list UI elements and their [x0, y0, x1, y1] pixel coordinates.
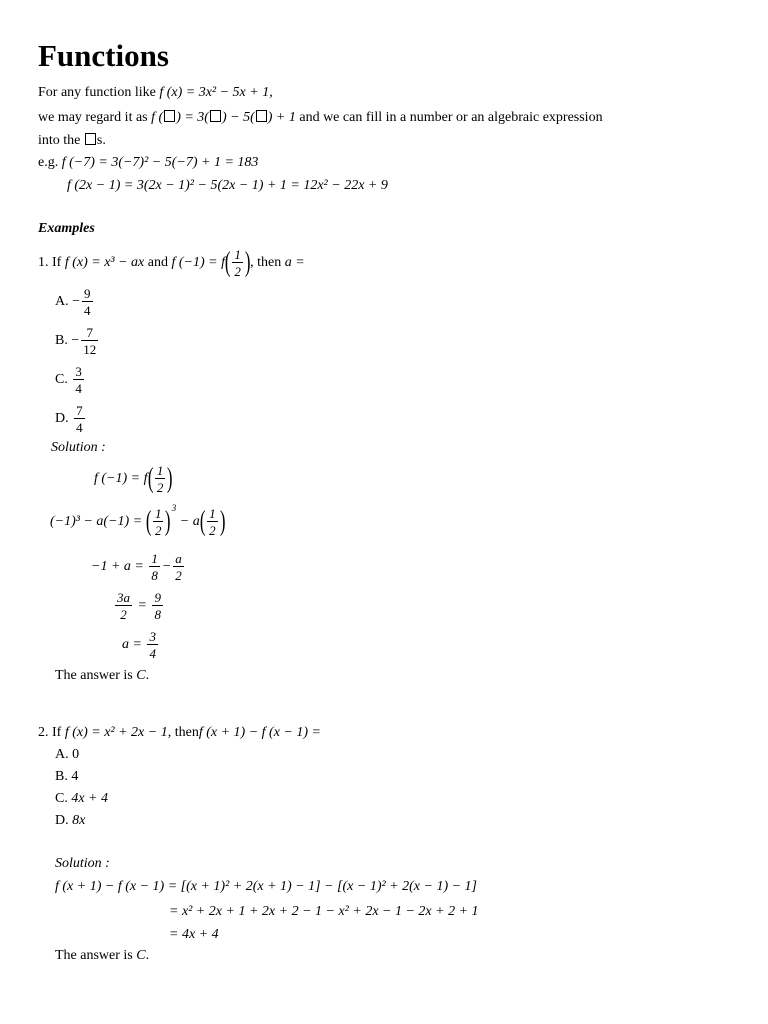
question-ask: a = — [284, 255, 305, 271]
option-label: C. — [55, 372, 68, 388]
box-placeholder-icon — [256, 110, 267, 122]
solution-step-2: = x² + 2x + 1 + 2x + 2 − 1 − x² + 2x − 1 − 2x + 2 + 1 — [169, 904, 479, 919]
box-placeholder-icon — [164, 110, 175, 122]
box-form-c: ) — [221, 110, 227, 125]
intro-line-3 — [38, 133, 106, 148]
option-sign: − — [72, 294, 81, 310]
answer-value: C — [136, 948, 146, 963]
right-paren: ) — [244, 247, 251, 278]
question-expression: f (x + 1) − f (x − 1) = — [198, 725, 321, 740]
question-text: If — [52, 255, 62, 271]
box-form-d: − 5( — [226, 110, 255, 125]
option-c: C. 4x + 4 — [55, 791, 109, 806]
fraction: $\frac{1}{2}$ — [234, 247, 241, 279]
solution-step-2: (−1)³ − a(−1) = ( $\frac{1}{2}$ )$^3$ − a( $\frac{1}{2}$ ) — [50, 503, 226, 538]
option-fraction: $\frac{9}{4}$ — [84, 286, 91, 318]
eg-formula-1: f (−7) = 3(−7)² − 5(−7) + 1 = 183 — [61, 155, 259, 170]
intro-line-2 — [38, 110, 603, 125]
example-line-1 — [38, 156, 258, 170]
question-function: f (x) = x² + 2x − 1, — [64, 725, 172, 740]
option-fraction: $\frac{7}{4}$ — [76, 403, 83, 435]
question-condition: f (−1) = f — [171, 255, 225, 271]
box-form-b: ) = 3( — [176, 110, 209, 125]
intro-text: For any function like — [38, 85, 156, 100]
question-text: If — [52, 725, 62, 740]
question-function: f (x) = x³ − ax — [64, 255, 145, 271]
question-number: 1. — [38, 255, 49, 271]
page-title: Functions — [38, 38, 169, 73]
box-form-e: ) + 1 — [267, 110, 296, 125]
examples-heading: Examples — [38, 221, 95, 236]
option-a — [55, 287, 95, 317]
option-label: A. — [55, 294, 69, 310]
solution-step-4: $\frac{3a}{2}$ = $\frac{9}{8}$ — [117, 590, 161, 622]
answer-value: C — [136, 668, 146, 683]
question-text: , then — [250, 255, 282, 271]
question-text: and — [147, 255, 168, 271]
option-d: D. 8x — [55, 813, 86, 828]
intro-text: and we can fill in a number or an algebraic expression — [299, 110, 603, 125]
solution-label: Solution : — [51, 440, 106, 455]
question-2 — [38, 726, 321, 740]
solution-step-3: −1 + a = $\frac{1}{8}$ − $\frac{a}{2}$ — [91, 551, 182, 583]
option-label: D. — [55, 411, 69, 427]
intro-text: into the — [38, 133, 81, 148]
intro-text: we may regard it as — [38, 110, 148, 125]
question-text: then — [174, 725, 199, 740]
option-c — [55, 365, 86, 395]
option-a: A. 0 — [55, 747, 80, 762]
intro-function: f (x) = 3x² − 5x + 1, — [159, 85, 273, 100]
option-d — [55, 404, 87, 434]
solution-step-1: f (x + 1) − f (x − 1) = [(x + 1)² + 2(x + 1) − 1] − [(x − 1)² + 2(x − 1) − 1] — [55, 879, 478, 894]
box-form-a: f ( — [151, 110, 164, 125]
left-paren: ( — [224, 247, 231, 278]
option-fraction: $\frac{3}{4}$ — [75, 364, 82, 396]
box-placeholder-icon — [210, 110, 221, 122]
eg-formula-2: f (2x − 1) = 3(2x − 1)² − 5(2x − 1) + 1 = 12x² − 22x + 9 — [67, 178, 388, 193]
option-label: B. — [55, 333, 68, 349]
question-number: 2. — [38, 725, 49, 740]
answer-line-1: The answer is C. — [55, 668, 150, 683]
option-b: B. 4 — [55, 769, 79, 784]
intro-line-1 — [38, 86, 273, 100]
eg-label: e.g. — [38, 155, 59, 170]
solution-step-1: f (−1) = f( $\frac{1}{2}$ ) — [94, 463, 173, 495]
option-sign: − — [71, 333, 80, 349]
solution-step-5: a = $\frac{3}{4}$ — [122, 629, 156, 661]
solution-label: Solution : — [55, 856, 110, 871]
intro-text: s. — [96, 133, 106, 148]
question-1 — [38, 248, 305, 278]
answer-line-2: The answer is C. — [55, 948, 150, 963]
box-placeholder-icon — [85, 133, 96, 145]
option-fraction: $\frac{7}{12}$ — [83, 325, 97, 357]
option-b — [55, 326, 100, 356]
solution-step-3: = 4x + 4 — [169, 927, 219, 942]
